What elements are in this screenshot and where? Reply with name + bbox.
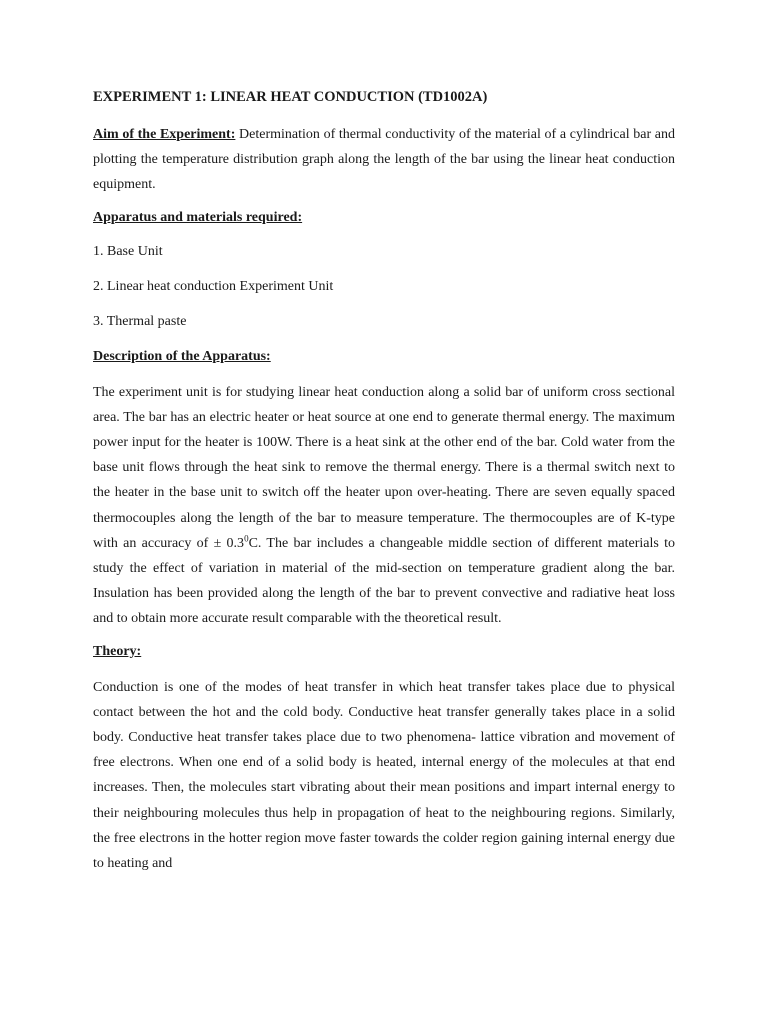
document-title: EXPERIMENT 1: LINEAR HEAT CONDUCTION (TD1002A) (93, 89, 488, 105)
apparatus-item: 1. Base Unit (93, 243, 163, 259)
document-page (93, 86, 675, 885)
description-text-continued: C. The bar includes a changeable middle section of different materials to study the effect of variation in material of the mid-section on temperature gradient along the bar. Insulation has been provided along the length of the bar to prevent convective and radiative heat loss and to obtain more accurate result comparable with the theoretical result. (93, 535, 675, 627)
degree-superscript: 0 (244, 533, 249, 544)
apparatus-item: 2. Linear heat conduction Experiment Unit (93, 278, 334, 294)
theory-paragraph: Conduction is one of the modes of heat transfer in which heat transfer takes place due to physical contact between the hot and the cold body. Conductive heat transfer generally takes place in a solid body. Conductive heat transfer takes place due to two phenomena- lattice vibration and movement of free electrons. When one end of a solid body is heated, internal energy of the molecules at that end increases. Then, the molecules start vibrating about their mean positions and impart internal energy to their neighbouring molecules thus help in propagation of heat to the neighbouring regions. Similarly, the free electrons in the hotter region move faster towards the colder region gaining internal energy due to heating and (93, 679, 675, 872)
description-paragraph (93, 380, 675, 632)
theory-heading: Theory: (93, 643, 142, 659)
aim-label: Aim of the Experiment: (93, 127, 236, 142)
aim-text: Determination of thermal conductivity of the material of a cylindrical bar and plotting the temperature distribution graph along the length of the bar using the linear heat conduction equipment. (93, 127, 675, 193)
apparatus-heading: Apparatus and materials required: (93, 209, 303, 225)
aim-paragraph (93, 122, 675, 198)
description-heading: Description of the Apparatus: (93, 348, 271, 364)
apparatus-item: 3. Thermal paste (93, 313, 187, 329)
description-text: The experiment unit is for studying linear heat conduction along a solid bar of uniform cross sectional area. The bar has an electric heater or heat source at one end to generate thermal energy. The maximum power input for the heater is 100W. There is a heat sink at the other end of the bar. Cold water from the base unit flows through the heat sink to remove the thermal energy. There is a thermal switch next to the heater in the base unit to switch off the heater upon over-heating. There are seven equally spaced thermocouples along the length of the bar to measure temperature. The thermocouples are of K-type with an accuracy of ± 0.3 (93, 384, 675, 551)
